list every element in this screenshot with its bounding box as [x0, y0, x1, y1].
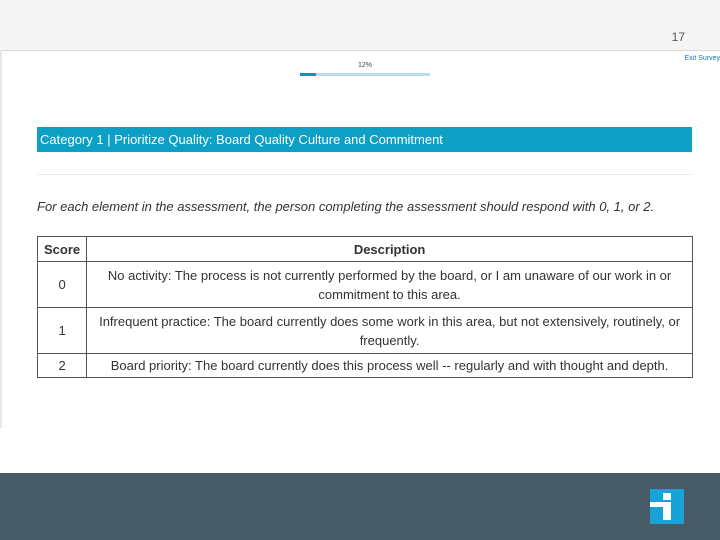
instruction-text: For each element in the assessment, the person completing the assessment should respond with 0, 1, or 2. [37, 199, 655, 214]
progress-bar [300, 73, 430, 76]
description-cell: No activity: The process is not currently performed by the board, or I am unaware of our work in or commitment to this area. [87, 262, 693, 308]
score-cell: 2 [38, 354, 87, 378]
logo-stem [663, 502, 671, 520]
page-number: 17 [671, 30, 685, 44]
table-row [38, 308, 693, 354]
progress-bar-fill [300, 73, 316, 76]
exit-survey-link[interactable]: Exit Survey [684, 55, 720, 62]
description-cell: Infrequent practice: The board currently does some work in this area, but not extensively, routinely, or frequently. [87, 308, 693, 354]
left-edge-border [0, 50, 2, 428]
table-row [38, 262, 693, 308]
logo-dot [663, 493, 671, 500]
header-description: Description [87, 237, 693, 262]
top-band [0, 0, 720, 50]
progress-label: 12% [357, 62, 372, 69]
score-table [37, 236, 693, 378]
divider [37, 174, 692, 175]
score-cell: 0 [38, 262, 87, 308]
table-row [38, 354, 693, 378]
description-cell: Board priority: The board currently does this process well -- regularly and with thought and depth. [87, 354, 693, 378]
logo-serif [650, 502, 663, 507]
info-i-icon [650, 489, 684, 524]
header-score: Score [38, 237, 87, 262]
category-header: Category 1 | Prioritize Quality: Board Quality Culture and Commitment [37, 127, 692, 152]
footer-bar [0, 473, 720, 540]
table-header-row [38, 237, 693, 262]
score-cell: 1 [38, 308, 87, 354]
